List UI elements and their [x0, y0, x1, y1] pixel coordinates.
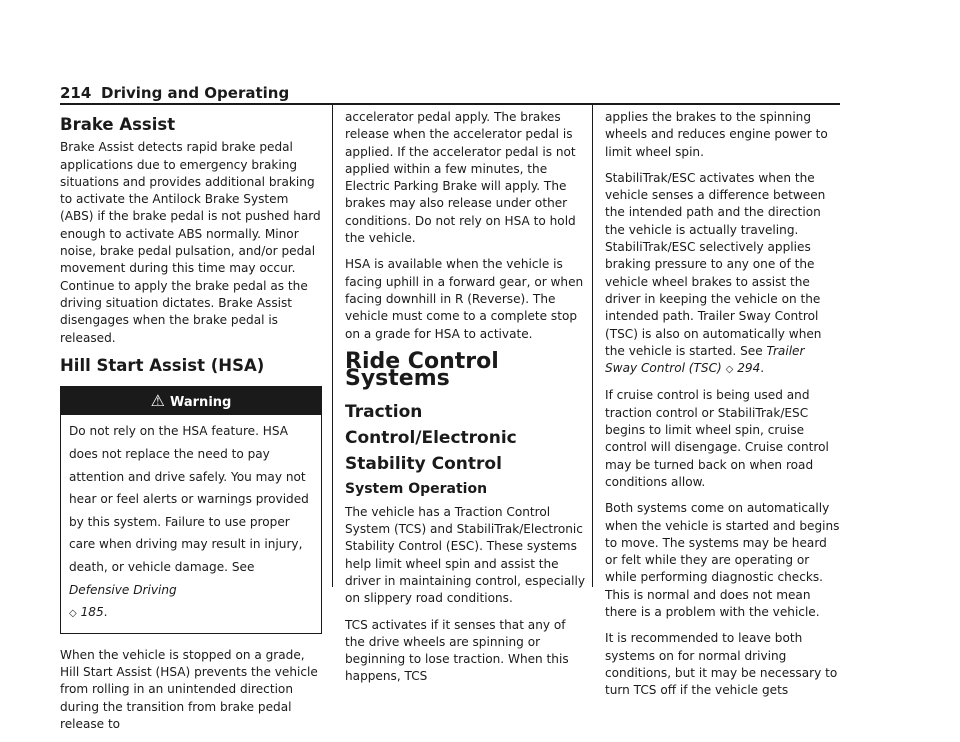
warning-icon: ⚠	[150, 391, 165, 411]
page-ref[interactable]: 294	[737, 361, 761, 376]
system-operation-heading: System Operation	[345, 481, 488, 498]
column-2	[345, 105, 585, 695]
page-ref[interactable]: 185	[80, 605, 104, 620]
brake-assist-heading: Brake Assist	[60, 115, 176, 134]
link-trailer-sway-control[interactable]: Trailer Sway Control (TSC)	[605, 343, 805, 376]
hill-start-assist-heading: Hill Start Assist (HSA)	[60, 355, 265, 375]
system-operation-paragraph: The vehicle has a Traction Control System (TCS) and StabiliTrak/Electronic Stability Control (ESC). These systems help limit wheel spin and assist the driver in maintaining control, especially on slippery road conditions.	[345, 504, 585, 606]
column-1	[60, 105, 322, 742]
warning-label: Warning	[170, 395, 232, 411]
systems-on-paragraph: Both systems come on automatically when the vehicle is started and begins to move. The systems may be heard or felt while they are operating or while performing diagnostic checks. This is normal and does not mean there is a problem with the vehicle.	[605, 501, 840, 620]
column-divider	[332, 105, 333, 587]
page-number: 214	[60, 84, 92, 102]
link-defensive-driving[interactable]: Defensive Driving	[69, 582, 177, 597]
column-divider	[592, 105, 593, 587]
tcs-continued-paragraph: applies the brakes to the spinning wheels and reduces engine power to limit wheel spin.	[605, 110, 828, 159]
esc-paragraph: StabiliTrak/ESC activates when the vehicle senses a difference between the intended path and the direction the vehicle is actually traveling. StabiliTrak/ESC selectively applies braking pressure to any one of the vehicle wheel brakes to assist the driver in keeping the vehicle on the intended path. Trailer Sway Control (TSC) is also on automatically when the vehicle is started. See Trailer Sway Control (TSC) ◇ 294.	[605, 170, 826, 376]
warning-box	[60, 386, 322, 634]
page-ref-icon: ◇	[725, 364, 734, 376]
hsa-continued-paragraph: accelerator pedal apply. The brakes release when the accelerator pedal is applied. If the accelerator pedal is not applied within a few minutes, the Electric Parking Brake will apply. The brakes may also release under other conditions. Do not rely on HSA to hold the vehicle.	[345, 110, 576, 246]
hsa-paragraph: When the vehicle is stopped on a grade, Hill Start Assist (HSA) prevents the vehicle from rolling in an unintended direction during the transition from brake pedal release to	[60, 647, 318, 731]
warning-header	[61, 387, 321, 415]
warning-text: Do not rely on the HSA feature. HSA does not replace the need to pay attention and drive safely. You may not hear or feel alerts or warnings provided by this system. Failure to use proper care when driving may result in injury, death, or vehicle damage. See Defensive Driving ◇ 185.	[69, 424, 309, 620]
ride-control-heading: Ride Control Systems	[345, 348, 499, 392]
tcs-activation-paragraph: TCS activates if it senses that any of the drive wheels are spinning or beginning to lose traction. When this happens, TCS	[345, 617, 569, 684]
column-3	[605, 105, 840, 709]
page-ref-icon: ◇	[69, 608, 77, 620]
brake-assist-paragraph: Brake Assist detects rapid brake pedal applications due to emergency braking situations and provides additional braking to activate the Antilock Brake System (ABS) if the brake pedal is not pushed hard enough to activate ABS normally. Minor noise, brake pedal pulsation, and/or pedal movement during this time may occur. Continue to apply the brake pedal as the driving situation dictates. Brake Assist disengages when the brake pedal is released.	[60, 140, 321, 345]
traction-control-heading: Traction Control/Electronic Stability Control	[345, 402, 517, 475]
section-title: Driving and Operating	[101, 84, 290, 102]
recommendation-paragraph: It is recommended to leave both systems on for normal driving conditions, but it may be necessary to turn TCS off if the vehicle gets	[605, 631, 838, 698]
hsa-availability-paragraph: HSA is available when the vehicle is facing uphill in a forward gear, or when facing downhill in R (Reverse). The vehicle must come to a complete stop on a grade for HSA to activate.	[345, 257, 584, 341]
cruise-control-paragraph: If cruise control is being used and traction control or StabiliTrak/ESC begins to limit wheel spin, cruise control will disengage. Cruise control may be turned back on when road conditions allow.	[605, 388, 829, 489]
